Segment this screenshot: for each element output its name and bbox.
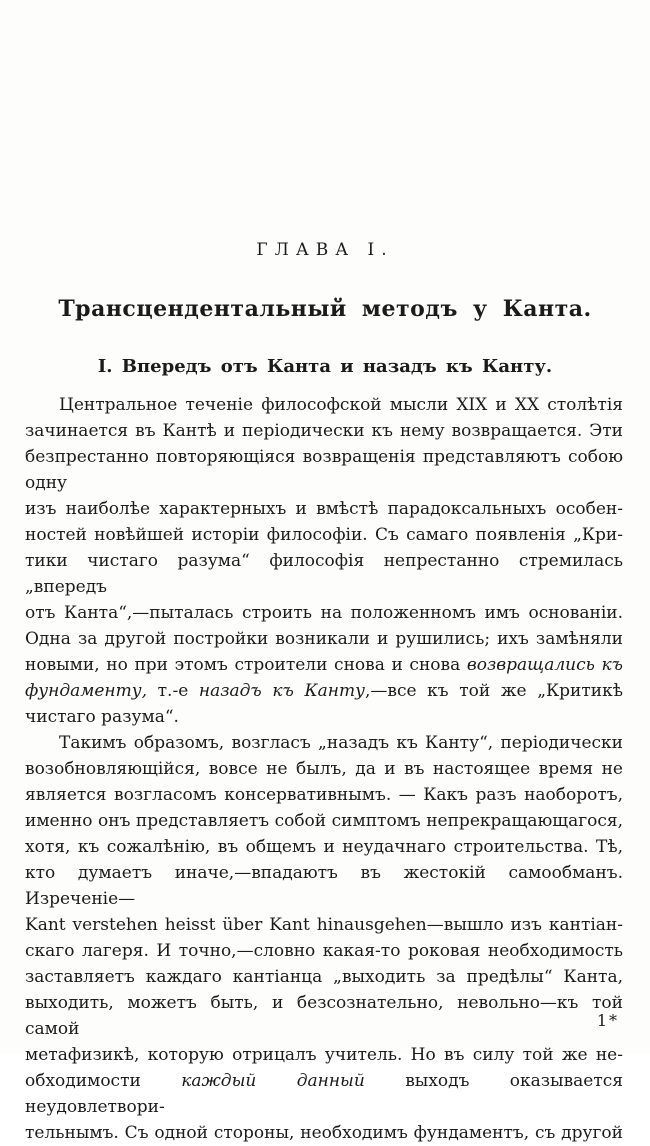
text-line: [25, 834, 623, 860]
paragraph: [25, 392, 623, 730]
text-line: [25, 912, 623, 938]
text-run: скаго лагеря. И точно,—словно какая-то роковая необходимость: [25, 941, 623, 961]
text-run: именно онъ представляетъ собой симптомъ непрекращающагося,: [25, 811, 623, 831]
text-run: является возгласомъ консервативнымъ. — Какъ разъ наоборотъ,: [25, 785, 623, 805]
text-run: Центральное теченіе философской мысли XIX и XX столѣтія: [59, 395, 623, 415]
text-run: метафизикѣ, которую отрицалъ учитель. Но въ силу той же не-: [25, 1045, 623, 1065]
text-run: ,—все къ той же „Критикѣ: [364, 681, 623, 701]
text-line: [25, 522, 623, 548]
text-line: [25, 782, 623, 808]
text-line: [25, 678, 623, 704]
text-line: [25, 496, 623, 522]
italic-run: возвращались къ: [466, 655, 623, 675]
text-run: новыми, но при этомъ строители снова и снова: [25, 655, 467, 675]
text-run: безпрестанно повторяющіяся возвращенія представляютъ собою одну: [25, 447, 623, 493]
text-line: [25, 418, 623, 444]
text-line: [25, 392, 623, 418]
text-run: тики чистаго разума“ философія непрестанно стремилась „впередъ: [25, 551, 623, 597]
italic-run: фундаменту,: [25, 681, 148, 701]
text-line: [25, 1120, 623, 1146]
text-run: зачинается въ Кантѣ и періодически къ нему возвращается. Эти: [25, 421, 623, 441]
text-line: [25, 444, 623, 496]
body-text: [25, 392, 623, 1146]
text-run: т.-е: [147, 681, 199, 701]
text-line: [25, 652, 623, 678]
text-line: [25, 756, 623, 782]
text-line: [25, 938, 623, 964]
text-line: [25, 808, 623, 834]
text-run: возобновляющійся, вовсе не былъ, да и въ настоящее время не: [25, 759, 623, 779]
text-line: [25, 730, 623, 756]
signature-mark: 1*: [596, 1011, 619, 1030]
text-line: [25, 600, 623, 626]
text-run: отъ Канта“,—пыталась строить на положенномъ имъ основаніи.: [25, 603, 623, 623]
text-run: Kant verstehen heisst über Kant hinausgehen—вышло изъ кантіан-: [25, 915, 623, 935]
page-title: Трансцендентальный методъ у Канта.: [58, 296, 592, 322]
text-line: [25, 704, 623, 730]
text-run: Одна за другой постройки возникали и рушились; ихъ замѣняли: [25, 629, 623, 649]
text-run: Такимъ образомъ, возгласъ „назадъ къ Канту“, періодически: [59, 733, 623, 753]
paragraph: [25, 730, 623, 1146]
text-line: [25, 1042, 623, 1068]
text-run: тельнымъ. Съ одной стороны, необходимъ фундаментъ, съ другой: [25, 1123, 623, 1143]
section-heading: I. Впередъ отъ Канта и назадъ къ Канту.: [97, 356, 553, 377]
italic-run: каждый данный: [181, 1071, 365, 1091]
text-line: [25, 1068, 623, 1120]
text-line: [25, 964, 623, 990]
text-run: выходъ оказывается неудовлетвори-: [25, 1071, 624, 1117]
text-line: [25, 548, 623, 600]
text-run: изъ наиболѣе характерныхъ и вмѣстѣ парадоксальныхъ особен-: [25, 499, 623, 519]
text-run: выходить, можетъ быть, и безсознательно, невольно—къ той самой: [25, 993, 623, 1039]
text-run: кто думаетъ иначе,—впадаютъ въ жестокій самообманъ. Изреченіе—: [25, 863, 623, 909]
italic-run: назадъ къ Канту: [198, 681, 365, 701]
text-run: заставляетъ каждаго кантіанца „выходить за предѣлы“ Канта,: [25, 967, 623, 987]
text-run: хотя, къ сожалѣнію, въ общемъ и неудачнаго строительства. Тѣ,: [25, 837, 623, 857]
chapter-heading: ГЛАВА I.: [256, 240, 394, 260]
text-line: [25, 626, 623, 652]
text-run: чистаго разума“.: [25, 707, 179, 727]
text-run: обходимости: [25, 1071, 182, 1091]
text-line: [25, 860, 623, 912]
text-run: ностей новѣйшей исторіи философіи. Съ самаго появленія „Кри-: [25, 525, 623, 545]
